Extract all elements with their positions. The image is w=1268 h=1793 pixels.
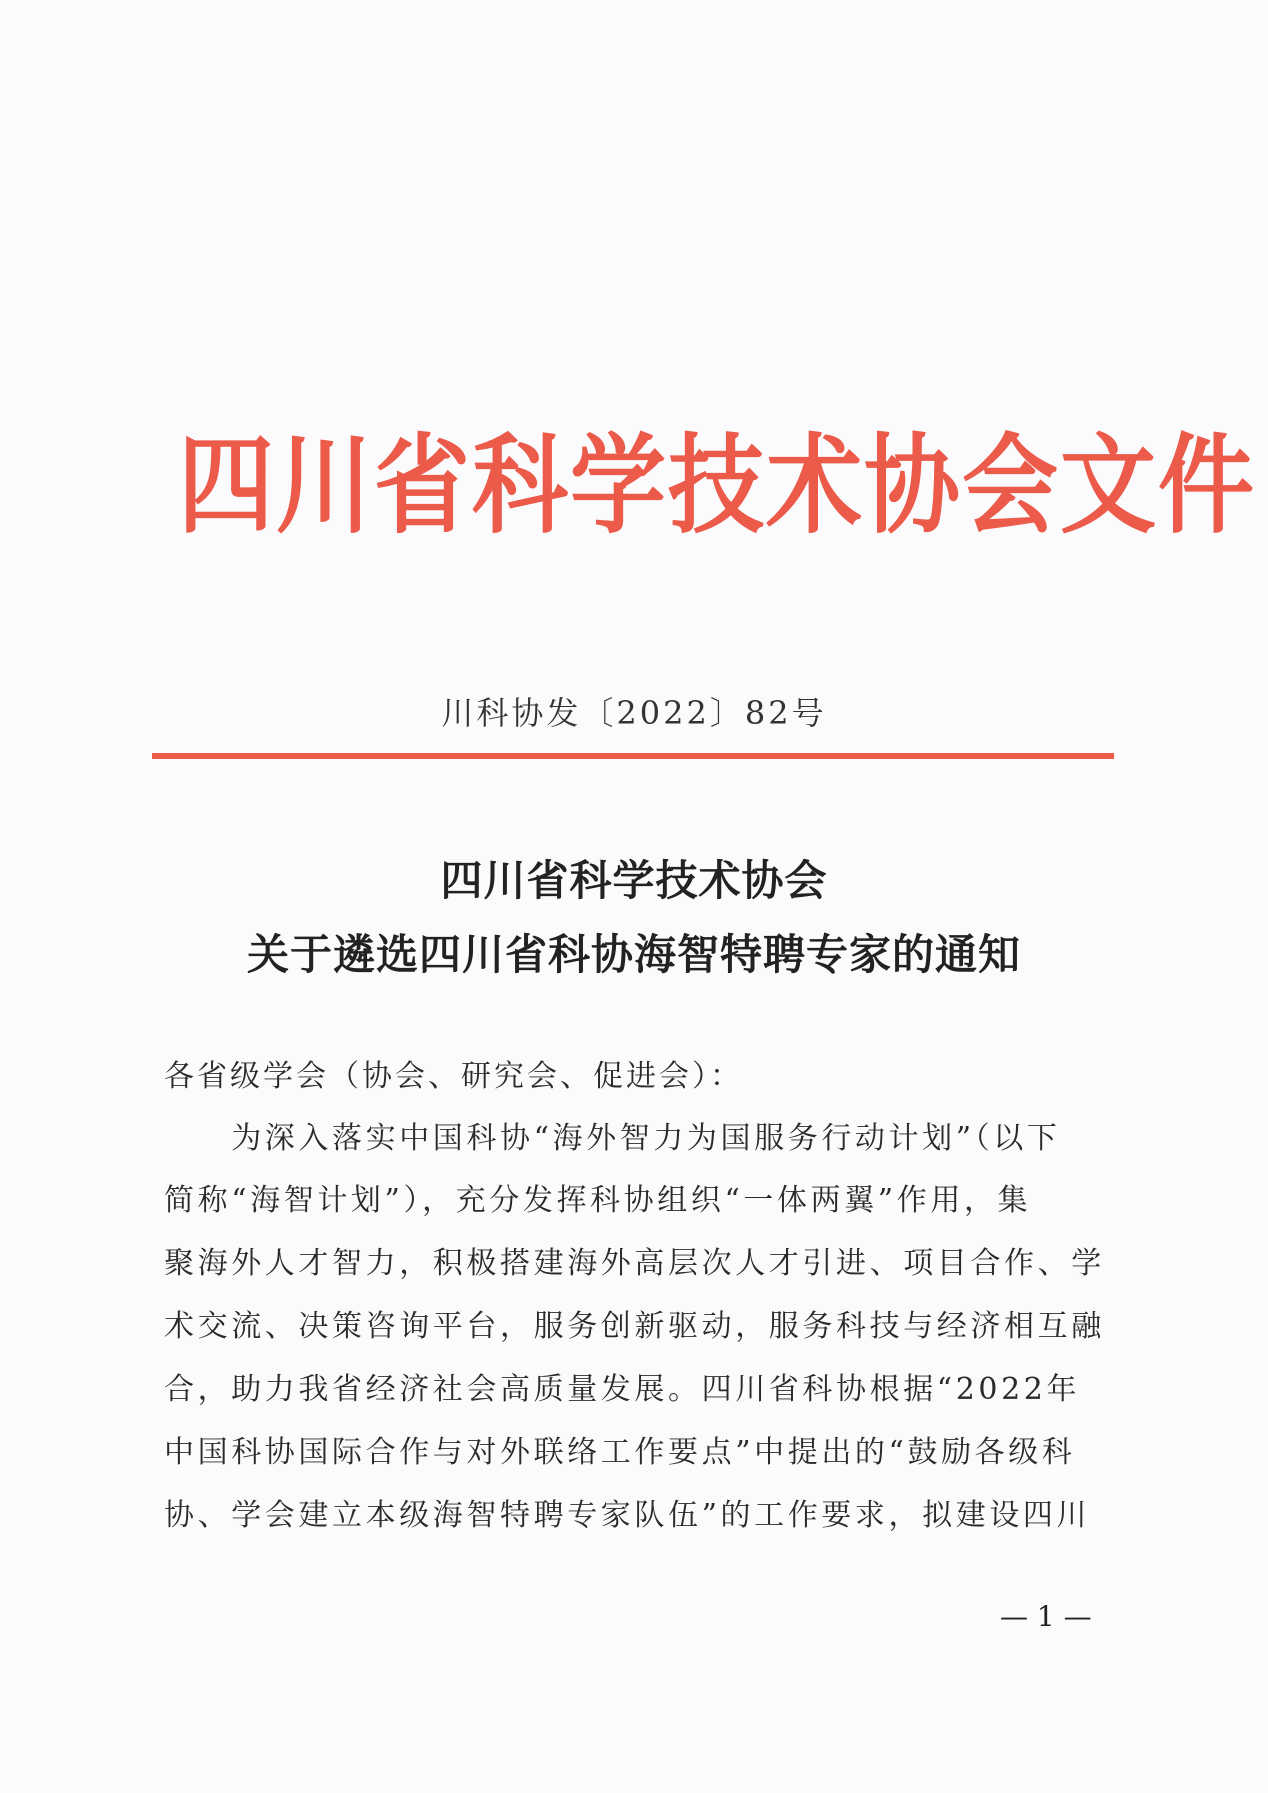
paragraph-line: 简称“海智计划”），充分发挥科协组织“一体两翼”作用，集 <box>164 1183 1032 1218</box>
paragraph-line: 为深入落实中国科协“海外智力为国服务行动计划”（以下 <box>164 1121 1061 1156</box>
paragraph-line: 中国科协国际合作与对外联络工作要点”中提出的“鼓励各级科 <box>164 1435 1076 1470</box>
document-number: 川科协发〔2022〕82号 <box>441 694 827 732</box>
issuer-red-header: 四川省科学技术协会文件 <box>178 421 1256 549</box>
salutation: 各省级学会（协会、研究会、促进会）： <box>164 1059 743 1094</box>
paragraph-line: 合，助力我省经济社会高质量发展。四川省科协根据“2022年 <box>164 1372 1081 1407</box>
page-number: — 1 — <box>1000 1600 1092 1633</box>
paragraph-line: 协、学会建立本级海智特聘专家队伍”的工作要求，拟建设四川 <box>164 1498 1091 1533</box>
paragraph-line: 聚海外人才智力，积极搭建海外高层次人才引进、项目合作、学 <box>164 1246 1105 1281</box>
red-divider-line <box>152 753 1114 759</box>
notice-title-line-1: 四川省科学技术协会 <box>440 856 828 905</box>
notice-title-line-2: 关于遴选四川省科协海智特聘专家的通知 <box>246 930 1021 979</box>
paragraph-line: 术交流、决策咨询平台，服务创新驱动，服务科技与经济相互融 <box>164 1309 1105 1344</box>
